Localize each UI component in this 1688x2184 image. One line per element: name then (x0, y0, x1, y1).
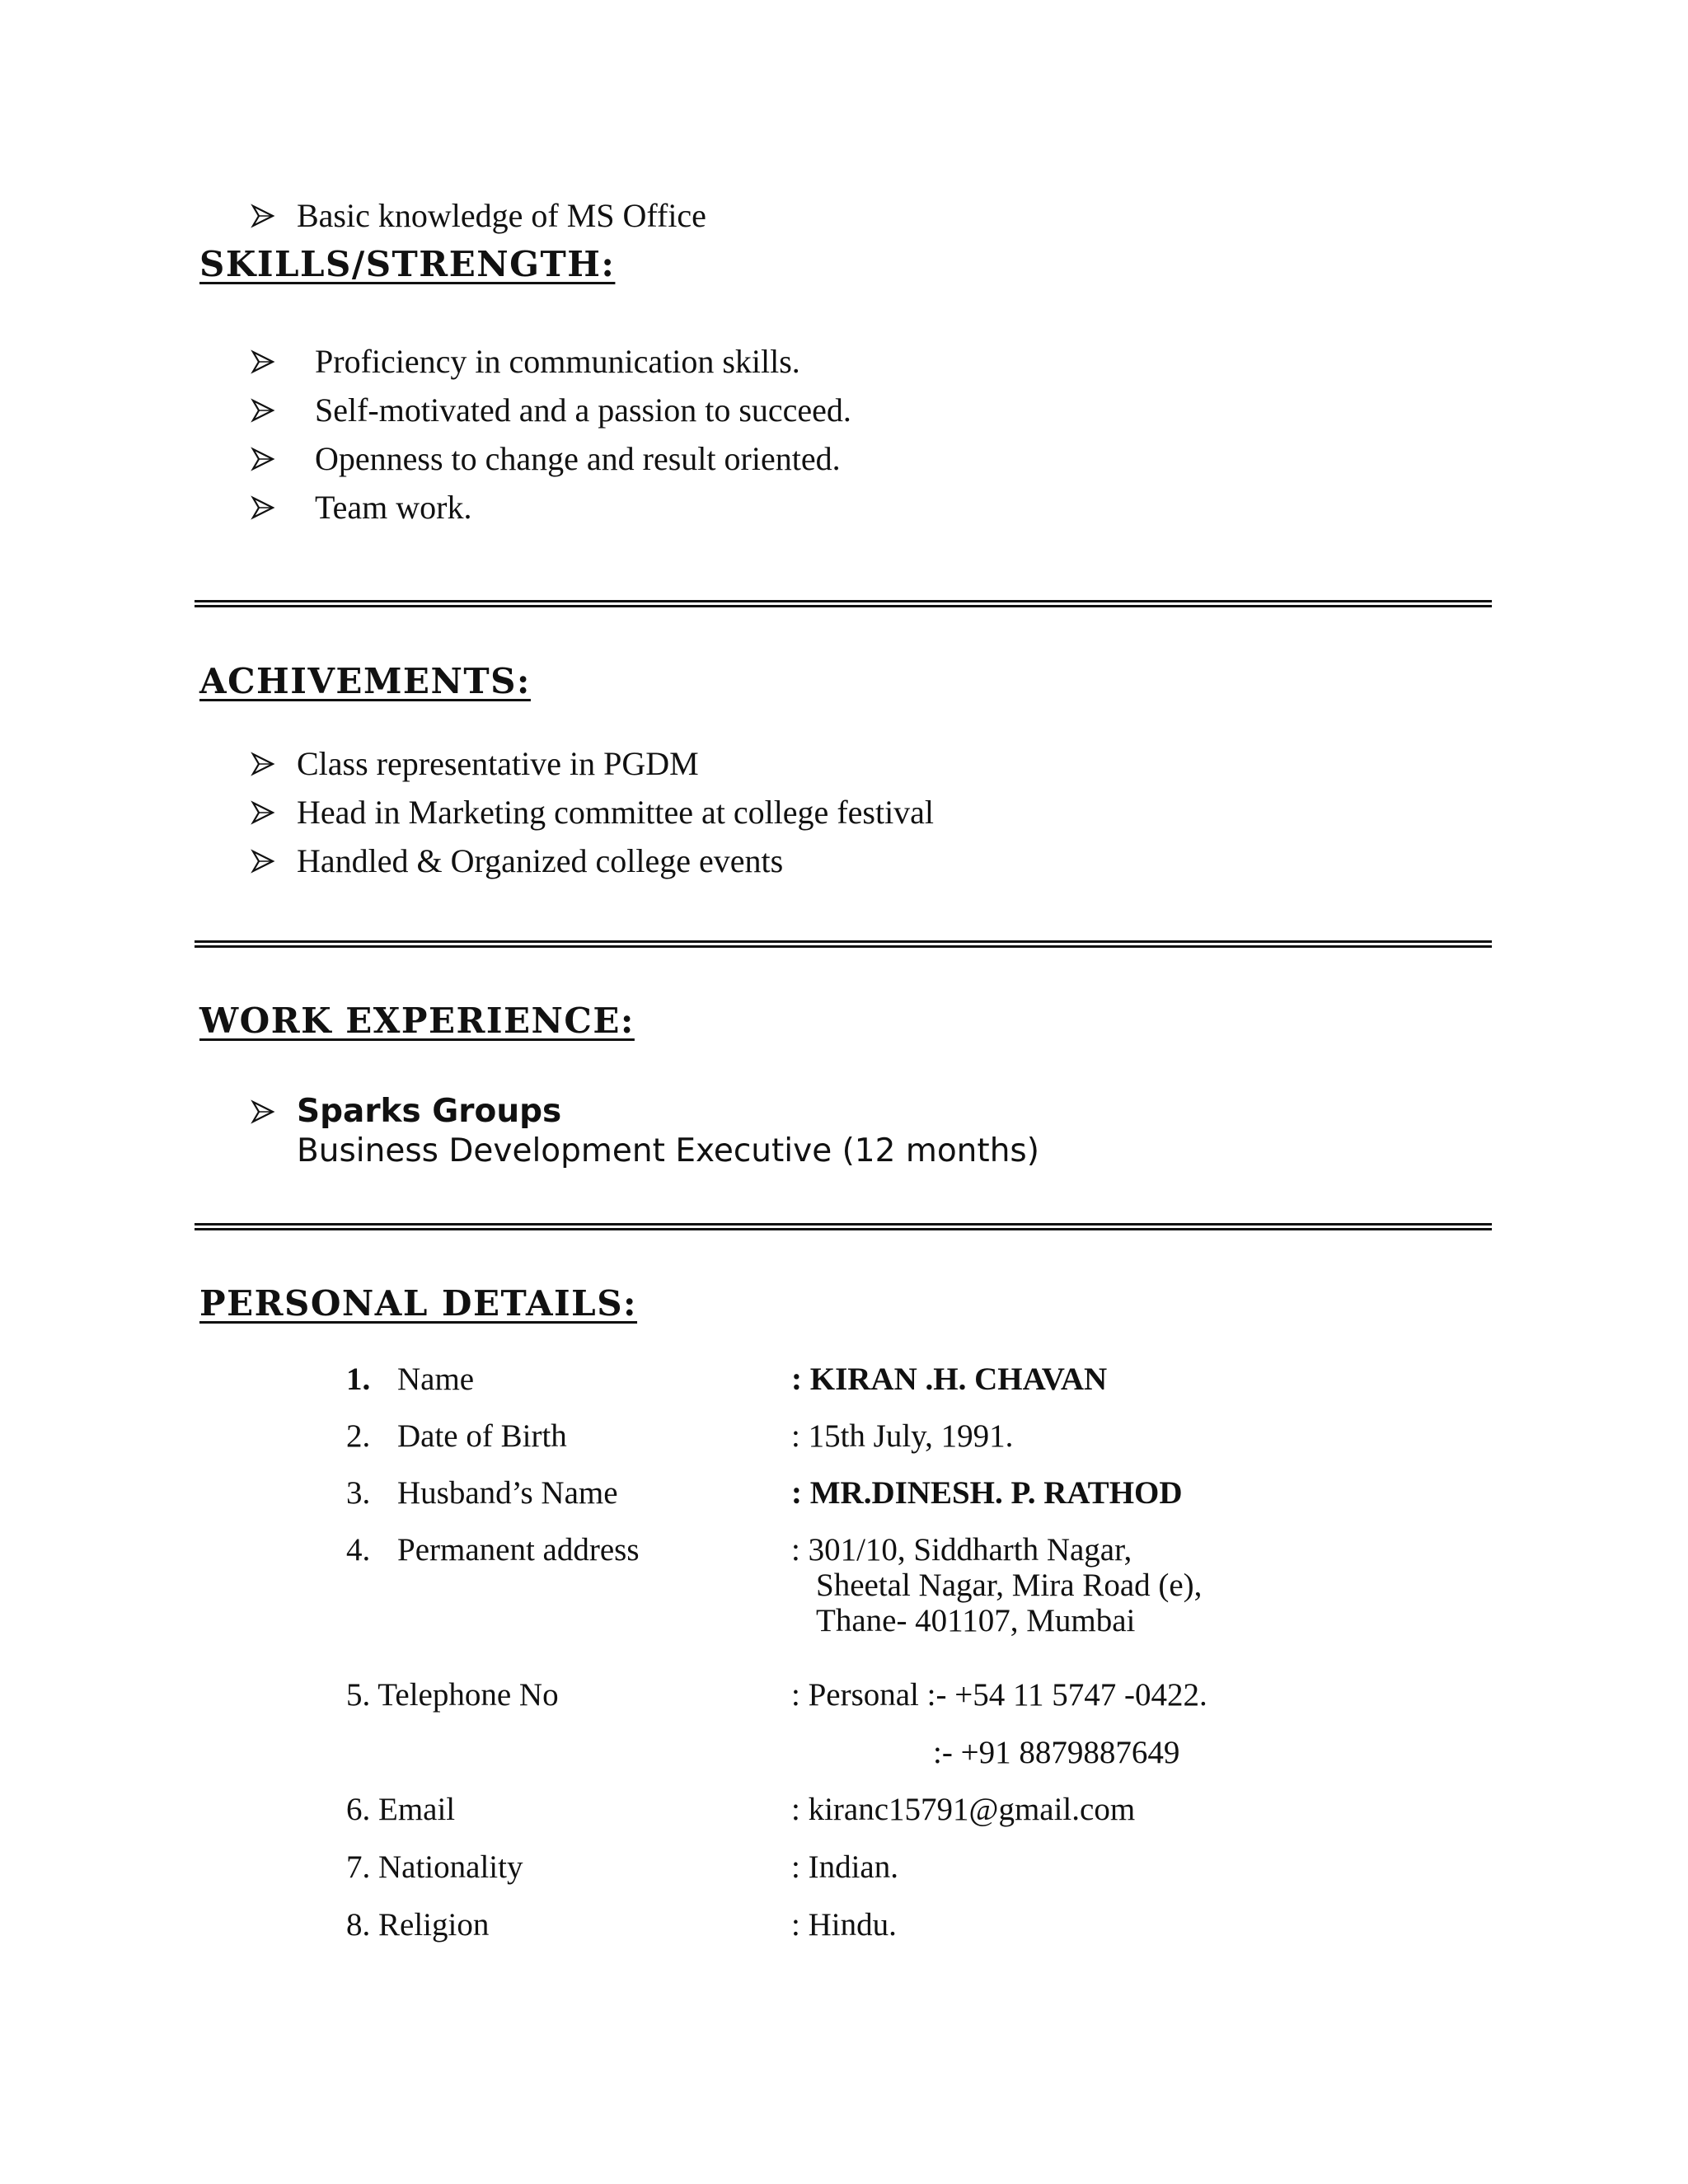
row-label: Permanent address (397, 1532, 640, 1568)
section-divider (195, 1223, 1492, 1230)
row-value: : 15th July, 1991. (791, 1418, 1014, 1454)
arrow-bullet-icon (251, 800, 275, 825)
row-value: : 301/10, Siddharth Nagar, (791, 1532, 1132, 1568)
telephone-secondary: :- +91 8879887649 (933, 1735, 1180, 1770)
row-value: : kiranc15791@gmail.com (791, 1792, 1136, 1827)
arrow-bullet-icon (251, 752, 275, 776)
row-label: 6. Email (346, 1792, 456, 1827)
work-experience-heading: WORK EXPERIENCE: (199, 1001, 635, 1041)
row-number: 2. (346, 1418, 371, 1454)
address-line: Thane- 401107, Mumbai (816, 1603, 1136, 1638)
row-label: 7. Nationality (346, 1849, 523, 1885)
arrow-bullet-icon (251, 447, 275, 471)
list-item-text: Openness to change and result oriented. (315, 440, 841, 477)
arrow-bullet-icon (251, 1099, 275, 1124)
achievements-heading: ACHIVEMENTS: (199, 661, 531, 701)
row-label: Husband’s Name (397, 1475, 618, 1511)
row-label: 5. Telephone No (346, 1677, 559, 1713)
list-item-text: Head in Marketing committee at college festival (297, 794, 935, 831)
arrow-bullet-icon (251, 204, 275, 228)
section-divider (195, 600, 1492, 607)
job-role: Business Development Executive (12 months) (297, 1132, 1039, 1169)
address-line: Sheetal Nagar, Mira Road (e), (816, 1568, 1203, 1603)
row-number: 4. (346, 1532, 371, 1568)
list-item-text: Basic knowledge of MS Office (297, 197, 706, 234)
list-item-text: Self-motivated and a passion to succeed. (315, 391, 851, 429)
row-value: : MR.DINESH. P. RATHOD (791, 1475, 1183, 1511)
row-value: : Hindu. (791, 1907, 897, 1943)
skills-heading: SKILLS/STRENGTH: (199, 244, 616, 284)
list-item-text: Proficiency in communication skills. (315, 343, 800, 380)
section-divider (195, 940, 1492, 948)
arrow-bullet-icon (251, 495, 275, 520)
personal-details-heading: PERSONAL DETAILS: (199, 1283, 638, 1324)
arrow-bullet-icon (251, 349, 275, 374)
row-value: : Indian. (791, 1849, 898, 1885)
row-value: : Personal :- +54 11 5747 -0422. (791, 1677, 1207, 1713)
arrow-bullet-icon (251, 849, 275, 874)
row-number: 3. (346, 1475, 371, 1511)
arrow-bullet-icon (251, 398, 275, 423)
list-item-text: Team work. (315, 489, 472, 526)
list-item-text: Class representative in PGDM (297, 745, 699, 782)
row-number: 1. (346, 1361, 371, 1397)
row-value: : KIRAN .H. CHAVAN (791, 1361, 1108, 1397)
row-label: Date of Birth (397, 1418, 567, 1454)
company-name: Sparks Groups (297, 1093, 562, 1130)
row-label: 8. Religion (346, 1907, 490, 1943)
row-label: Name (397, 1361, 475, 1397)
list-item-text: Handled & Organized college events (297, 842, 784, 879)
